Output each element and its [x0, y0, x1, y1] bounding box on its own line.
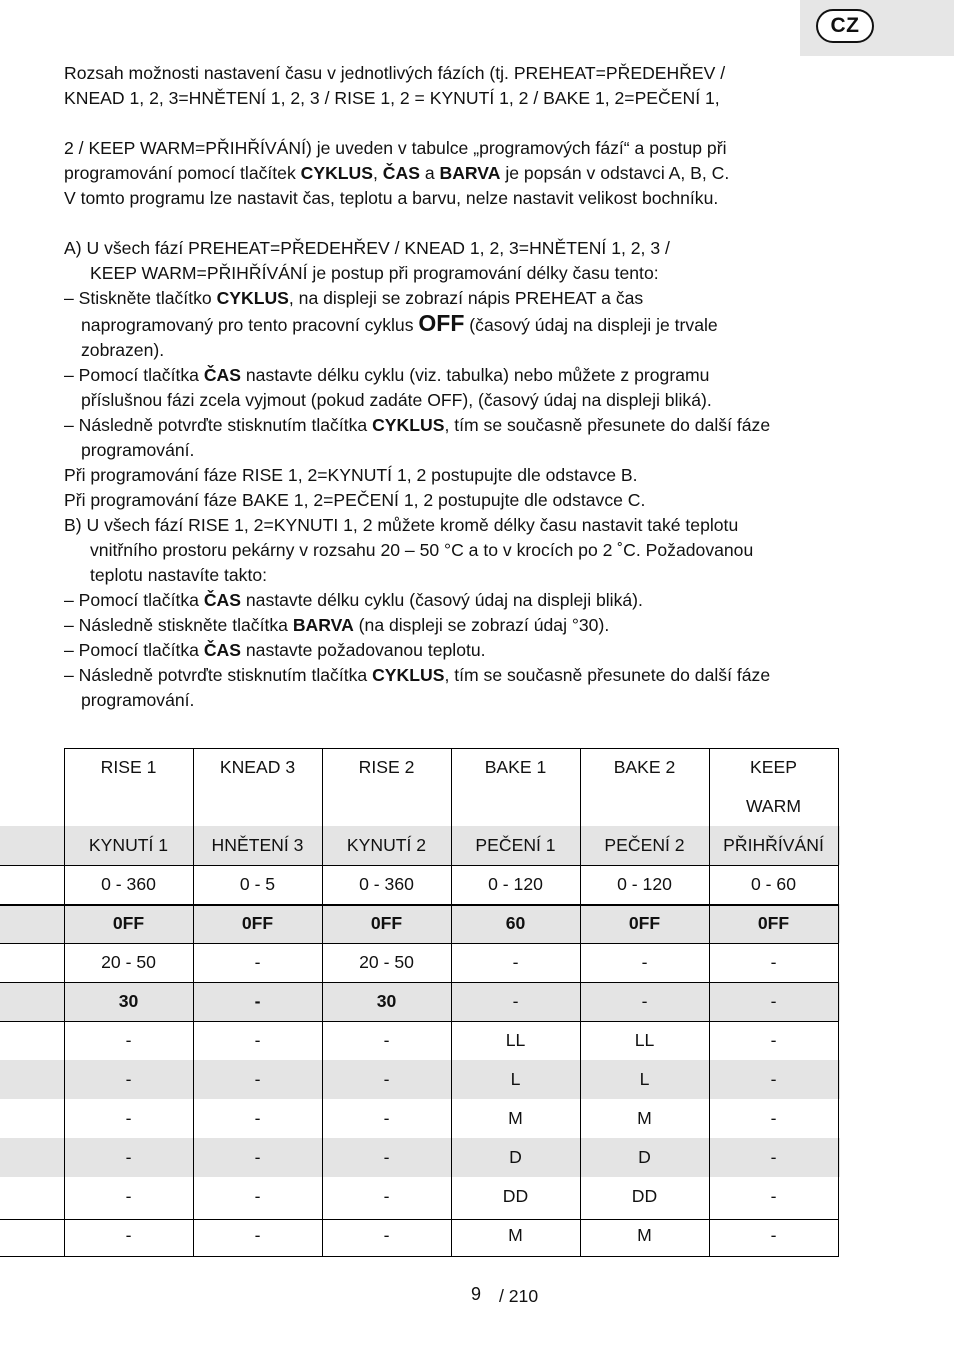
table-cell: -: [770, 952, 777, 972]
table-cell: -: [770, 1186, 777, 1206]
table-cell: 0 - 120: [488, 874, 543, 894]
text-line: KNEAD 1, 2, 3=HNĚTENÍ 1, 2, 3 / RISE 1, 2 = KYNUTÍ 1, 2 / BAKE 1, 2=PEČENÍ 1,: [64, 88, 720, 108]
header-cell: PEČENÍ 1: [475, 835, 556, 855]
table-cell: -: [770, 1069, 777, 1089]
table-cell: -: [254, 991, 261, 1011]
text-line: V tomto programu lze nastavit čas, teplotu a barvu, nelze nastavit velikost bochníku.: [64, 188, 719, 208]
table-cell: -: [125, 1108, 132, 1128]
text-line: Při programování fáze BAKE 1, 2=PEČENÍ 1, 2 postupujte dle odstavce C.: [64, 490, 646, 510]
table-row: [0, 865, 840, 904]
table-cell: -: [770, 1108, 777, 1128]
header-cell: RISE 1: [100, 757, 157, 777]
page-total: / 210: [499, 1286, 539, 1306]
table-cell: -: [512, 991, 519, 1011]
table-cell: 20 - 50: [359, 952, 414, 972]
text-line: 2 / KEEP WARM=PŘIHŘÍVÁNÍ) je uveden v tabulce „programových fází“ a postup při: [64, 138, 727, 158]
text-line: – Pomocí tlačítka ČAS nastavte délku cyklu (viz. tabulka) nebo můžete z programu: [64, 365, 710, 385]
table-cell: -: [125, 1186, 132, 1206]
table-row: [0, 982, 840, 1021]
table-divider: [838, 748, 839, 1257]
table-cell: -: [254, 1147, 261, 1167]
section-a-heading: A) U všech fází PREHEAT=PŘEDEHŘEV / KNEAD 1, 2, 3=HNĚTENÍ 1, 2, 3 /: [64, 238, 670, 258]
text-line: teplotu nastavíte takto:: [90, 565, 268, 585]
table-cell: -: [383, 1147, 390, 1167]
table-cell: L: [510, 1069, 521, 1089]
text-line: – Následně stiskněte tlačítka BARVA (na displeji se zobrazí údaj °30).: [64, 615, 610, 635]
table-divider: [580, 748, 581, 1257]
table-cell: -: [383, 1030, 390, 1050]
text-line: – Stiskněte tlačítko CYKLUS, na displeji se zobrazí nápis PREHEAT a čas: [64, 288, 644, 308]
table-divider: [322, 748, 323, 1257]
page-current: 9: [471, 1284, 482, 1304]
table-row: [0, 1138, 840, 1177]
table-divider: [0, 904, 838, 906]
header-cell: BAKE 1: [484, 757, 547, 777]
table-cell: 0FF: [241, 913, 274, 933]
header-cell: BAKE 2: [613, 757, 676, 777]
header-cell: RISE 2: [358, 757, 415, 777]
table-divider: [0, 982, 838, 983]
table-cell: -: [125, 1069, 132, 1089]
table-divider: [0, 1219, 838, 1220]
table-divider: [64, 748, 838, 749]
text-line: programování.: [81, 690, 195, 710]
table-cell: -: [512, 952, 519, 972]
table-cell: D: [509, 1147, 522, 1167]
text-line: vnitřního prostoru pekárny v rozsahu 20 – 50 °C a to v krocích po 2 ˚C. Požadovanou: [90, 540, 754, 560]
table-row: [0, 1099, 840, 1138]
table-cell: -: [383, 1186, 390, 1206]
table-cell: M: [637, 1225, 652, 1245]
table-cell: 0FF: [757, 913, 790, 933]
section-b-heading: B) U všech fází RISE 1, 2=KYNUTI 1, 2 můžete kromě délky času nastavit také teplotu: [64, 515, 739, 535]
table-cell: -: [254, 1186, 261, 1206]
table-divider: [64, 748, 65, 1257]
table-cell: D: [638, 1147, 651, 1167]
table-cell: -: [641, 991, 648, 1011]
table-row: [0, 1021, 840, 1060]
table-divider: [193, 748, 194, 1257]
table-cell: 0FF: [628, 913, 661, 933]
table-cell: -: [383, 1108, 390, 1128]
table-cell: -: [254, 1069, 261, 1089]
table-cell: -: [770, 1225, 777, 1245]
table-divider: [0, 1256, 838, 1257]
table-cell: 0 - 5: [239, 874, 276, 894]
text-line: – Pomocí tlačítka ČAS nastavte délku cyklu (časový údaj na displeji bliká).: [64, 590, 643, 610]
table-header-cz: [0, 826, 840, 865]
table-cell: 0 - 60: [751, 874, 796, 894]
table-cell: L: [639, 1069, 650, 1089]
table-cell: 0 - 360: [101, 874, 156, 894]
header-cell: KYNUTÍ 2: [346, 835, 427, 855]
table-cell: 0FF: [370, 913, 403, 933]
program-phases-table: [0, 748, 840, 1255]
table-cell: -: [770, 1030, 777, 1050]
text-line: programování pomocí tlačítek CYKLUS, ČAS a BARVA je popsán v odstavci A, B, C.: [64, 163, 730, 183]
text-line: – Následně potvrďte stisknutím tlačítka CYKLUS, tím se současně přesunete do další fáze: [64, 665, 771, 685]
text-line: programování.: [81, 440, 195, 460]
instructions-text: [64, 61, 914, 713]
table-cell: -: [770, 1147, 777, 1167]
table-cell: 0FF: [112, 913, 145, 933]
table-divider: [0, 1021, 838, 1022]
table-divider: [451, 748, 452, 1257]
table-cell: -: [254, 1030, 261, 1050]
table-cell: LL: [505, 1030, 526, 1050]
table-cell: -: [641, 952, 648, 972]
table-row: [0, 1177, 840, 1216]
table-cell: 30: [376, 991, 397, 1011]
table-cell: M: [508, 1108, 523, 1128]
table-divider: [709, 748, 710, 1257]
table-cell: DD: [631, 1186, 658, 1206]
table-cell: 30: [118, 991, 139, 1011]
table-cell: M: [637, 1108, 652, 1128]
text-line: příslušnou fázi zcela vyjmout (pokud zadáte OFF), (časový údaj na displeji bliká).: [81, 390, 712, 410]
table-cell: -: [125, 1030, 132, 1050]
header-cell: PŘIHŘÍVÁNÍ: [723, 835, 824, 855]
header-cell: KNEAD 3: [219, 757, 296, 777]
table-cell: -: [125, 1147, 132, 1167]
text-line: Při programování fáze RISE 1, 2=KYNUTÍ 1, 2 postupujte dle odstavce B.: [64, 465, 638, 485]
text-line: KEEP WARM=PŘIHŘÍVÁNÍ je postup při programování délky času tento:: [90, 263, 659, 283]
table-cell: 0 - 120: [617, 874, 672, 894]
table-header-en: [0, 748, 840, 826]
header-cell: HNĚTENÍ 3: [211, 835, 304, 855]
table-row: [0, 1060, 840, 1099]
table-row: [0, 1216, 840, 1255]
table-cell: -: [254, 952, 261, 972]
language-tab: [800, 0, 954, 56]
header-cell: KEEP WARM: [745, 757, 802, 816]
table-cell: 60: [505, 913, 526, 933]
table-cell: LL: [634, 1030, 655, 1050]
language-badge: CZ: [816, 9, 874, 43]
table-divider: [0, 943, 838, 944]
table-cell: 0 - 360: [359, 874, 414, 894]
table-cell: 20 - 50: [101, 952, 156, 972]
table-row: [0, 943, 840, 982]
table-cell: -: [770, 991, 777, 1011]
table-cell: -: [125, 1225, 132, 1245]
text-line: Rozsah možnosti nastavení času v jednotlivých fázích (tj. PREHEAT=PŘEDEHŘEV /: [64, 63, 726, 83]
header-cell: KYNUTÍ 1: [88, 835, 169, 855]
table-cell: -: [383, 1225, 390, 1245]
table-cell: DD: [502, 1186, 529, 1206]
table-row: [0, 904, 840, 943]
text-line: – Následně potvrďte stisknutím tlačítka CYKLUS, tím se současně přesunete do další fáze: [64, 415, 771, 435]
text-line: – Pomocí tlačítka ČAS nastavte požadovanou teplotu.: [64, 640, 486, 660]
header-cell: PEČENÍ 2: [604, 835, 685, 855]
table-divider: [0, 865, 838, 866]
table-cell: M: [508, 1225, 523, 1245]
text-line: naprogramovaný pro tento pracovní cyklus OFF (časový údaj na displeji je trvale: [81, 310, 718, 336]
text-line: zobrazen).: [81, 340, 165, 360]
table-cell: -: [254, 1108, 261, 1128]
table-cell: -: [383, 1069, 390, 1089]
table-cell: -: [254, 1225, 261, 1245]
